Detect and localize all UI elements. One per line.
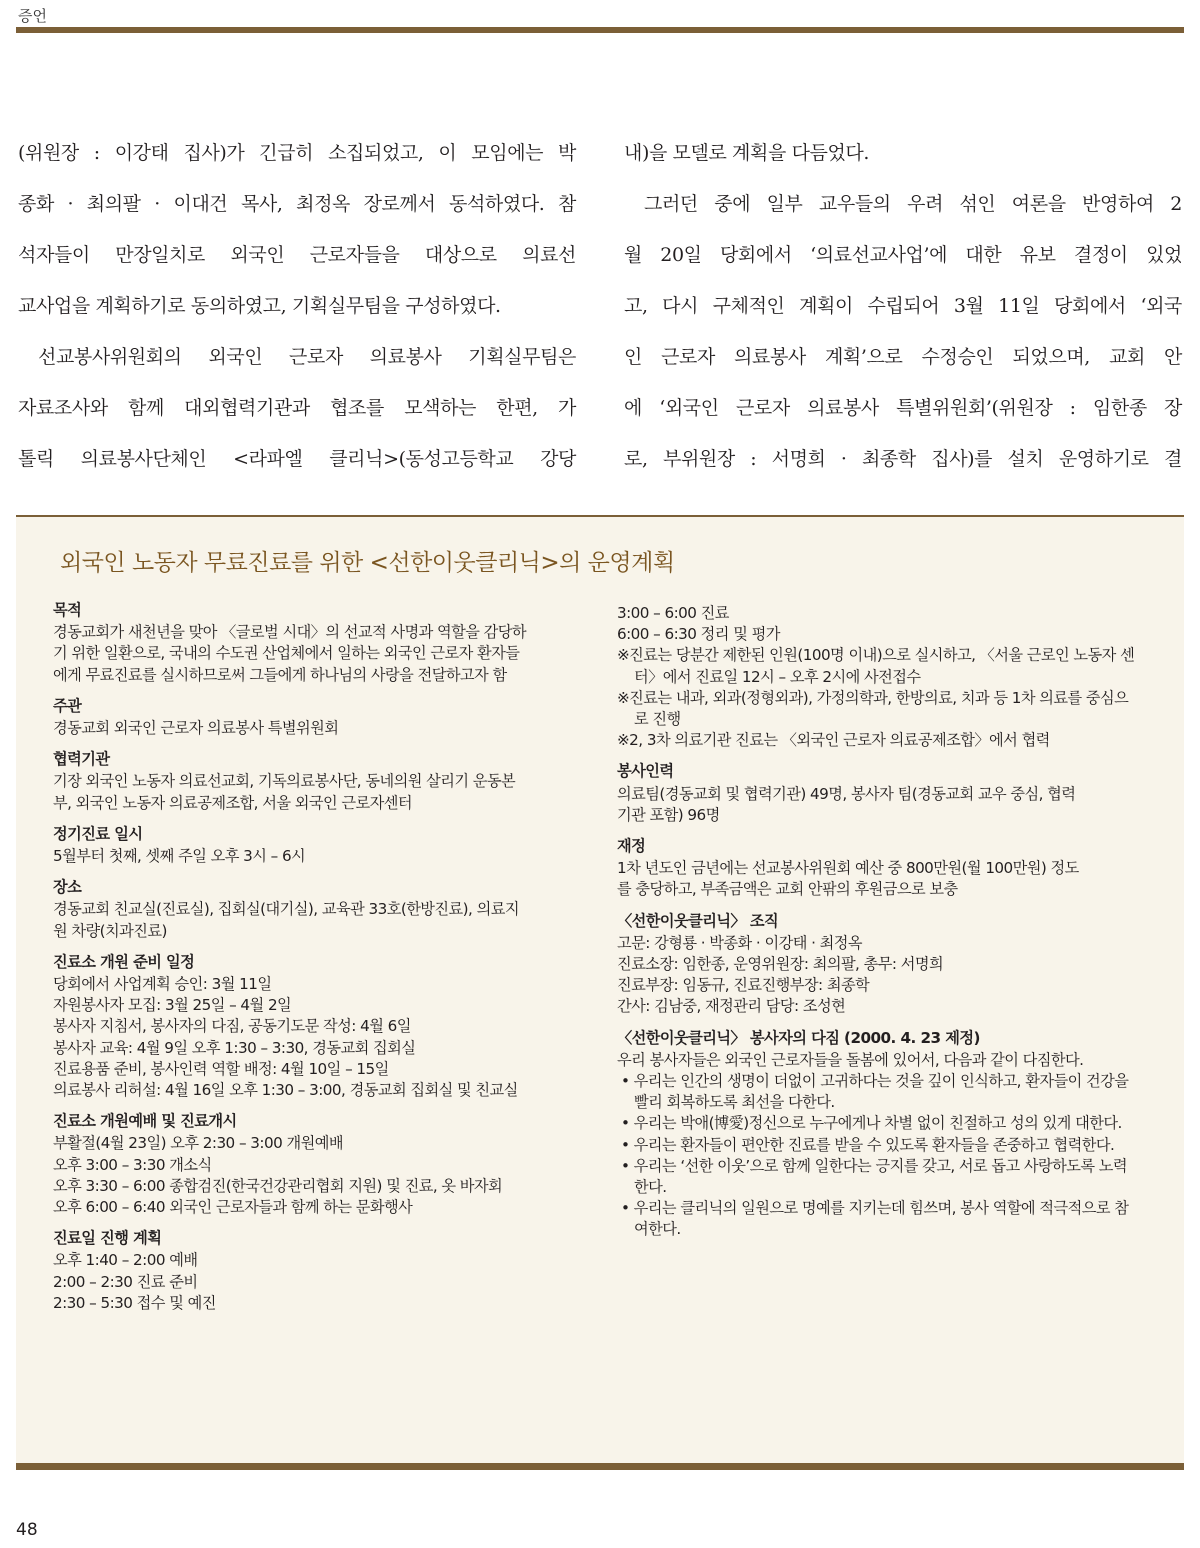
pledge-item: • 우리는 ‘선한 이웃’으로 함께 일한다는 긍지를 갖고, 서로 돕고 사랑하도록 노력한다.	[621, 1156, 1128, 1197]
box-bottom-rule	[16, 1463, 1184, 1470]
section-line: 에게 무료진료를 실시하므로써 그들에게 하나님의 사랑을 전달하고자 함	[53, 665, 507, 684]
section-line: 우리 봉사자들은 외국인 근로자들을 돌봄에 있어서, 다음과 같이 다짐한다.	[617, 1050, 1084, 1069]
section-dayplan	[53, 1228, 573, 1314]
section-line: 오후 3:00 – 3:30 개소식	[53, 1155, 212, 1174]
section-heading: 주관	[53, 696, 82, 715]
article-line: 그러던 중에 일부 교우들의 우려 섞인 여론을 반영하여 2	[644, 193, 1182, 215]
article-line: 월 20일 당회에서 ‘의료선교사업’에 대한 유보 결정이 있었	[624, 244, 1182, 266]
pledge-item: • 우리는 박애(博愛)정신으로 누구에게나 차별 없이 친절하고 성의 있게 대한다.	[621, 1114, 1122, 1133]
section-line: 진료부장: 임동규, 진료진행부장: 최종학	[617, 976, 870, 995]
section-heading: 〈선한이웃클리닉〉 봉사자의 다짐 (2000. 4. 23 제정)	[617, 1028, 980, 1047]
article-line: 로, 부위원장 : 서명희 · 최종학 집사)를 설치 운영하기로 결	[624, 448, 1182, 470]
section-line: 기관 포함) 96명	[617, 805, 720, 824]
section-note: ※진료는 내과, 외과(정형외과), 가정의학과, 한방의료, 치과 등 1차 의료를 중심으로 진행	[617, 688, 1129, 729]
section-line: 오후 3:30 – 6:00 종합검진(한국건강관리협회 지원) 및 진료, 옷 바자회	[53, 1176, 503, 1195]
section-dayplan-cont	[617, 603, 1137, 751]
section-purpose	[53, 600, 573, 686]
section-line: 경동교회가 새천년을 맞아 〈글로벌 시대〉의 선교적 사명과 역할을 감당하	[53, 623, 527, 642]
section-line: 부활절(4월 23일) 오후 2:30 – 3:00 개원예배	[53, 1134, 343, 1153]
section-heading: 정기진료 일시	[53, 824, 143, 843]
section-heading: 〈선한이웃클리닉〉 조직	[617, 911, 779, 930]
article-line: 석자들이 만장일치로 외국인 근로자들을 대상으로 의료선	[18, 244, 576, 266]
section-heading: 봉사인력	[617, 762, 674, 781]
section-schedule	[53, 824, 573, 867]
box-title: 외국인 노동자 무료진료를 위한 <선한이웃클리닉>의 운영계획	[60, 550, 675, 576]
section-line: 봉사자 교육: 4월 9일 오후 1:30 – 3:30, 경동교회 집회실	[53, 1038, 416, 1057]
section-line: 1차 년도인 금년에는 선교봉사위원회 예산 중 800만원(월 100만원) 정도	[617, 859, 1079, 878]
pledge-item: • 우리는 인간의 생명이 더없이 고귀하다는 것을 깊이 인식하고, 환자들이 건강을 빨리 회복하도록 최선을 다한다.	[621, 1072, 1129, 1112]
header-rule	[16, 27, 1184, 33]
section-heading: 장소	[53, 878, 82, 897]
section-line: 봉사자 지침서, 봉사자의 다짐, 공동기도문 작성: 4월 6일	[53, 1017, 411, 1036]
section-label: 증언	[18, 7, 47, 25]
section-line: 기장 외국인 노동자 의료선교회, 기독의료봉사단, 동네의원 살리기 운동본	[53, 772, 516, 791]
article-line: (위원장 : 이강태 집사)가 긴급히 소집되었고, 이 모임에는 박	[18, 142, 576, 164]
section-finance	[617, 836, 1137, 901]
article-line: 인 근로자 의료봉사 계획’으로 수정승인 되었으며, 교회 안	[624, 346, 1182, 368]
article-line: 선교봉사위원회의 외국인 근로자 의료봉사 기획실무팀은	[38, 346, 576, 368]
section-line: 의료팀(경동교회 및 협력기관) 49명, 봉사자 팀(경동교회 교우 중심, 협력	[617, 784, 1076, 803]
section-line: 진료용품 준비, 봉사인력 역할 배정: 4월 10일 – 15일	[53, 1059, 389, 1078]
article-right-column	[624, 128, 1182, 485]
article-line: 종화 · 최의팔 · 이대건 목사, 최정옥 장로께서 동석하였다. 참	[18, 193, 576, 215]
pledge-item: • 우리는 환자들이 편안한 진료를 받을 수 있도록 환자들을 존중하고 협력한다.	[621, 1135, 1115, 1154]
section-note: ※2, 3차 의료기관 진료는 〈외국인 근로자 의료공제조합〉에서 협력	[617, 731, 1050, 750]
section-line: 5월부터 첫째, 셋째 주일 오후 3시 – 6시	[53, 847, 306, 866]
section-line: 원 차량(치과진료)	[53, 921, 167, 940]
article-line: 에 ‘외국인 근로자 의료봉사 특별위원회’(위원장 : 임한종 장	[624, 397, 1182, 419]
section-heading: 진료소 개원예배 및 진료개시	[53, 1112, 237, 1131]
article-left-column	[18, 128, 576, 485]
pledge-item: • 우리는 클리닉의 일원으로 명예를 지키는데 힘쓰며, 봉사 역할에 적극적으로 참여한다.	[621, 1199, 1129, 1239]
section-prep	[53, 952, 573, 1101]
section-host	[53, 696, 573, 739]
section-place	[53, 877, 573, 942]
article-line: 교사업을 계획하기로 동의하였고, 기획실무팀을 구성하였다.	[18, 295, 501, 317]
box-right-column	[617, 603, 1137, 1251]
section-line: 간사: 김남중, 재정관리 담당: 조성현	[617, 997, 846, 1016]
section-line: 2:00 – 2:30 진료 준비	[53, 1272, 198, 1291]
article-line: 내)을 모델로 계획을 다듬었다.	[624, 142, 870, 164]
section-heading: 재정	[617, 837, 646, 856]
page-number: 48	[16, 1520, 38, 1540]
section-heading: 진료일 진행 계획	[53, 1229, 162, 1248]
article-line: 톨릭 의료봉사단체인 <라파엘 클리닉>(동성고등학교 강당	[18, 448, 576, 470]
section-line: 경동교회 외국인 근로자 의료봉사 특별위원회	[53, 719, 339, 738]
section-line: 6:00 – 6:30 정리 및 평가	[617, 625, 780, 644]
section-line: 의료봉사 리허설: 4월 16일 오후 1:30 – 3:00, 경동교회 집회실 및 친교실	[53, 1081, 518, 1100]
section-line: 3:00 – 6:00 진료	[617, 604, 729, 622]
section-line: 당회에서 사업계획 승인: 3월 11일	[53, 975, 272, 994]
section-line: 기 위한 일환으로, 국내의 수도권 산업체에서 일하는 외국인 근로자 환자들	[53, 644, 520, 663]
section-pledge	[617, 1028, 1137, 1241]
section-line: 오후 6:00 – 6:40 외국인 근로자들과 함께 하는 문화행사	[53, 1198, 413, 1217]
section-line: 부, 외국인 노동자 의료공제조합, 서울 외국인 근로자센터	[53, 793, 413, 812]
article-line: 자료조사와 함께 대외협력기관과 협조를 모색하는 한편, 가	[18, 397, 576, 419]
box-left-column	[53, 600, 573, 1324]
section-line: 진료소장: 임한종, 운영위원장: 최의팔, 총무: 서명희	[617, 955, 944, 974]
section-heading: 협력기관	[53, 750, 110, 769]
section-staff	[617, 761, 1137, 826]
section-line: 를 충당하고, 부족금액은 교회 안팎의 후원금으로 보충	[617, 880, 958, 899]
section-heading: 목적	[53, 601, 82, 619]
sidebar-box	[16, 515, 1184, 1468]
section-heading: 진료소 개원 준비 일정	[53, 952, 195, 971]
section-line: 고문: 강형룡 · 박종화 · 이강태 · 최정옥	[617, 933, 863, 952]
article-line: 고, 다시 구체적인 계획이 수립되어 3월 11일 당회에서 ‘외국	[624, 295, 1182, 317]
section-line: 자원봉사자 모집: 3월 25일 – 4월 2일	[53, 996, 292, 1015]
section-note: ※진료는 당분간 제한된 인원(100명 이내)으로 실시하고, 〈서울 근로인 노동자 센터〉에서 진료일 12시 – 오후 2시에 사전접수	[617, 646, 1135, 686]
section-org	[617, 911, 1137, 1018]
section-partners	[53, 749, 573, 814]
section-line: 오후 1:40 – 2:00 예배	[53, 1251, 198, 1270]
section-opening	[53, 1111, 573, 1218]
section-line: 2:30 – 5:30 접수 및 예진	[53, 1293, 216, 1312]
section-line: 경동교회 친교실(진료실), 집회실(대기실), 교육관 33호(한방진료), 의료지	[53, 900, 519, 919]
